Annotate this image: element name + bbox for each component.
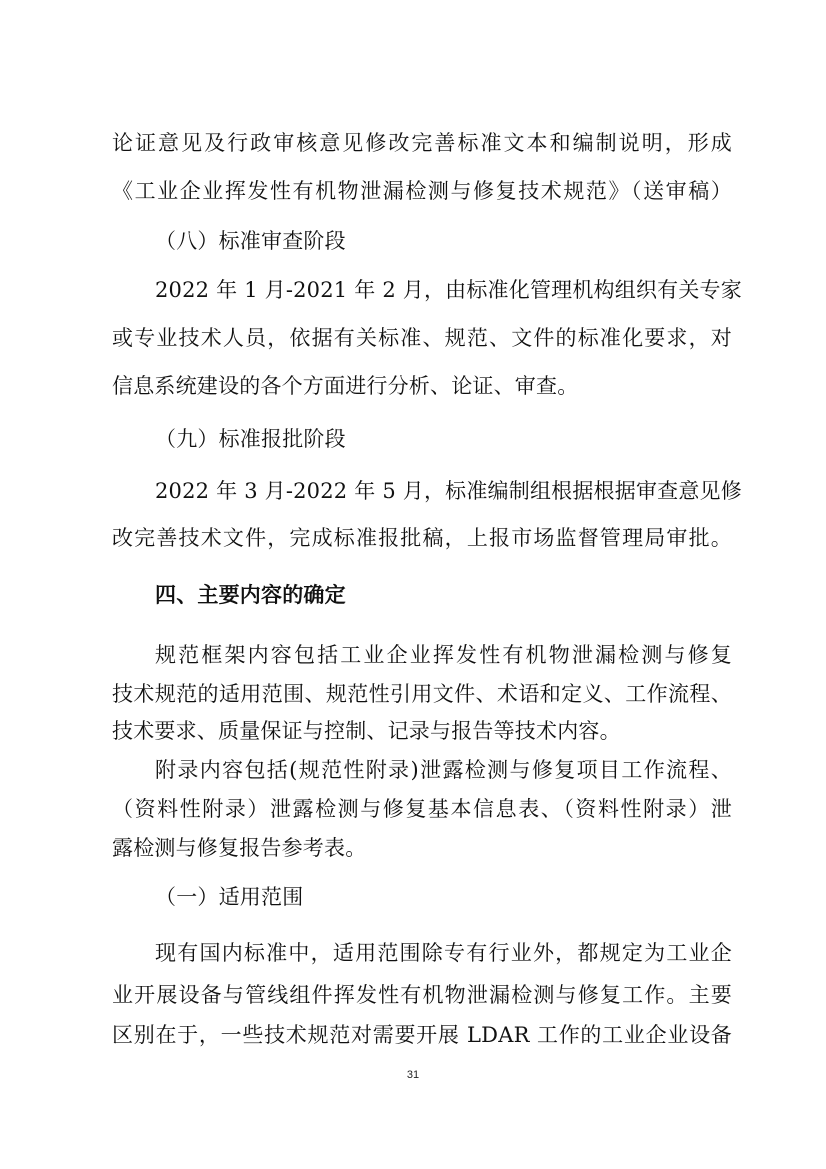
paragraph-line: 区别在于，一些技术规范对需要开展 LDAR 工作的工业企业设备: [112, 1023, 732, 1047]
paragraph-line: 附录内容包括(规范性附录)泄露检测与修复项目工作流程、: [155, 758, 732, 782]
paragraph-line: 论证意见及行政审核意见修改完善标准文本和编制说明，形成: [112, 131, 732, 155]
paragraph-line: （资料性附录）泄露检测与修复基本信息表、（资料性附录）泄: [112, 797, 732, 821]
subsection-heading-1: （一）适用范围: [155, 885, 304, 909]
paragraph-line: 2022 年 3 月-2022 年 5 月，标准编制组根据根据审查意见修: [155, 479, 742, 503]
subsection-heading-8: （八）标准审查阶段: [155, 229, 346, 253]
paragraph-line: 现有国内标准中，适用范围除专有行业外，都规定为工业企: [155, 941, 732, 965]
paragraph-line: 或专业技术人员，依据有关标准、规范、文件的标准化要求，对: [112, 326, 732, 350]
paragraph-line: 技术要求、质量保证与控制、记录与报告等技术内容。: [112, 719, 621, 743]
paragraph-line: 露检测与修复报告参考表。: [112, 836, 367, 860]
page-number: 31: [406, 1069, 420, 1081]
subsection-heading-9: （九）标准报批阶段: [155, 427, 346, 451]
paragraph-line: 改完善技术文件，完成标准报批稿，上报市场监督管理局审批。: [112, 526, 732, 550]
paragraph-line: 技术规范的适用范围、规范性引用文件、术语和定义、工作流程、: [112, 682, 732, 706]
paragraph-line: 《工业企业挥发性有机物泄漏检测与修复技术规范》（送审稿）: [112, 179, 732, 203]
paragraph-line: 规范框架内容包括工业企业挥发性有机物泄漏检测与修复: [155, 643, 732, 667]
paragraph-line: 信息系统建设的各个方面进行分析、论证、审查。: [112, 374, 579, 398]
section-heading-4: 四、主要内容的确定: [155, 583, 346, 607]
paragraph-line: 业开展设备与管线组件挥发性有机物泄漏检测与修复工作。主要: [112, 983, 732, 1007]
paragraph-line: 2022 年 1 月-2021 年 2 月，由标准化管理机构组织有关专家: [155, 278, 742, 302]
